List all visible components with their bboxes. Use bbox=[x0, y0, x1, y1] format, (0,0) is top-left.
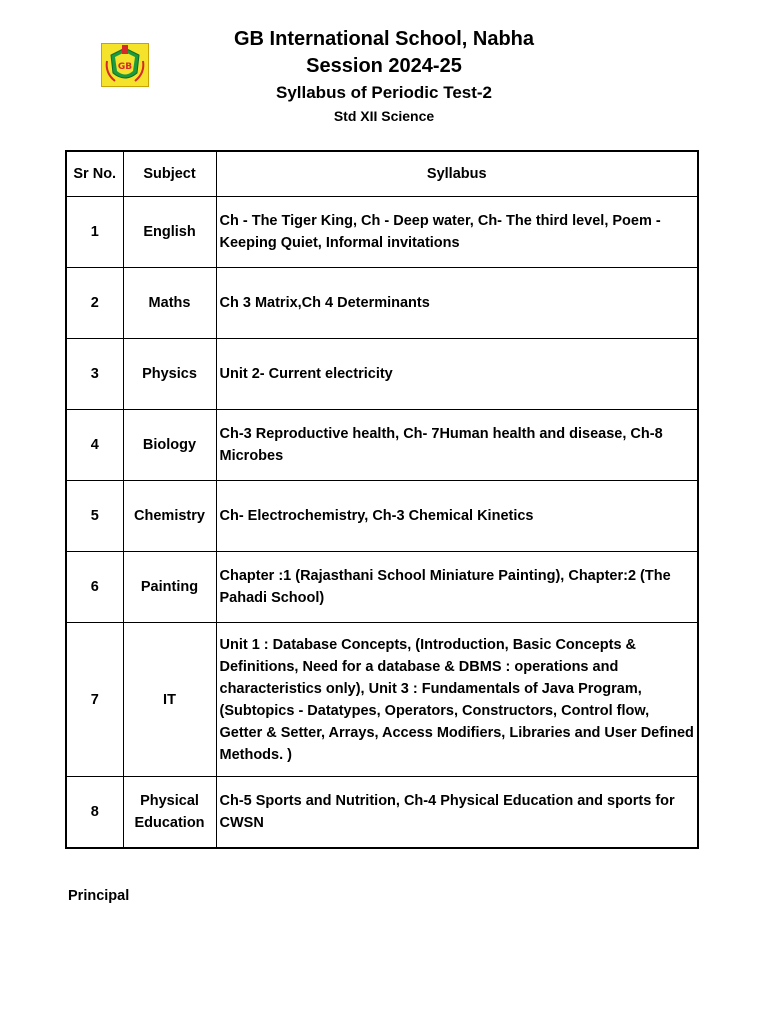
row-subject: Maths bbox=[123, 268, 216, 339]
row-syllabus: Ch-5 Sports and Nutrition, Ch-4 Physical Education and sports for CWSN bbox=[216, 777, 698, 849]
table-row bbox=[66, 552, 698, 623]
row-syllabus: Ch 3 Matrix,Ch 4 Determinants bbox=[216, 268, 698, 339]
row-subject: IT bbox=[123, 623, 216, 777]
row-sr-no: 4 bbox=[66, 410, 123, 481]
table-row bbox=[66, 623, 698, 777]
row-sr-no: 2 bbox=[66, 268, 123, 339]
row-sr-no: 6 bbox=[66, 552, 123, 623]
row-syllabus: Ch - The Tiger King, Ch - Deep water, Ch- The third level, Poem - Keeping Quiet, Informal invitations bbox=[216, 197, 698, 268]
row-sr-no: 3 bbox=[66, 339, 123, 410]
table-header-row bbox=[66, 151, 698, 197]
class-label: Std XII Science bbox=[333, 108, 435, 124]
row-subject: Biology bbox=[123, 410, 216, 481]
principal-signature-label: Principal bbox=[68, 888, 130, 904]
row-syllabus: Ch- Electrochemistry, Ch-3 Chemical Kinetics bbox=[216, 481, 698, 552]
school-name: GB International School, Nabha bbox=[233, 28, 535, 50]
row-subject: English bbox=[123, 197, 216, 268]
row-sr-no: 1 bbox=[66, 197, 123, 268]
table-row bbox=[66, 197, 698, 268]
table-row bbox=[66, 268, 698, 339]
table-row bbox=[66, 777, 698, 849]
header-subject: Subject bbox=[123, 151, 216, 197]
table-row bbox=[66, 481, 698, 552]
row-subject: Physics bbox=[123, 339, 216, 410]
row-sr-no: 7 bbox=[66, 623, 123, 777]
row-sr-no: 5 bbox=[66, 481, 123, 552]
row-syllabus: Chapter :1 (Rajasthani School Miniature Painting), Chapter:2 (The Pahadi School) bbox=[216, 552, 698, 623]
logo-text: GB bbox=[117, 62, 133, 72]
row-sr-no: 8 bbox=[66, 777, 123, 849]
row-subject: Physical Education bbox=[123, 777, 216, 849]
row-subject: Painting bbox=[123, 552, 216, 623]
row-subject: Chemistry bbox=[123, 481, 216, 552]
syllabus-table bbox=[65, 150, 699, 849]
row-syllabus: Unit 1 : Database Concepts, (Introduction, Basic Concepts & Definitions, Need for a database & DBMS : operations and characteristics only), Unit 3 : Fundamentals of Java Program, (Subtopics - Datatypes, Operators, Constructors, Control flow, Getter & Setter, Arrays, Access Modifiers, Libraries and User Defined Methods. ) bbox=[216, 623, 698, 777]
header-sr-no: Sr No. bbox=[66, 151, 123, 197]
row-syllabus: Ch-3 Reproductive health, Ch- 7Human health and disease, Ch-8 Microbes bbox=[216, 410, 698, 481]
row-syllabus: Unit 2- Current electricity bbox=[216, 339, 698, 410]
session-title: Session 2024-25 bbox=[306, 55, 462, 77]
syllabus-title: Syllabus of Periodic Test-2 bbox=[275, 83, 493, 102]
table-row bbox=[66, 410, 698, 481]
header-syllabus: Syllabus bbox=[216, 151, 698, 197]
table-row bbox=[66, 339, 698, 410]
